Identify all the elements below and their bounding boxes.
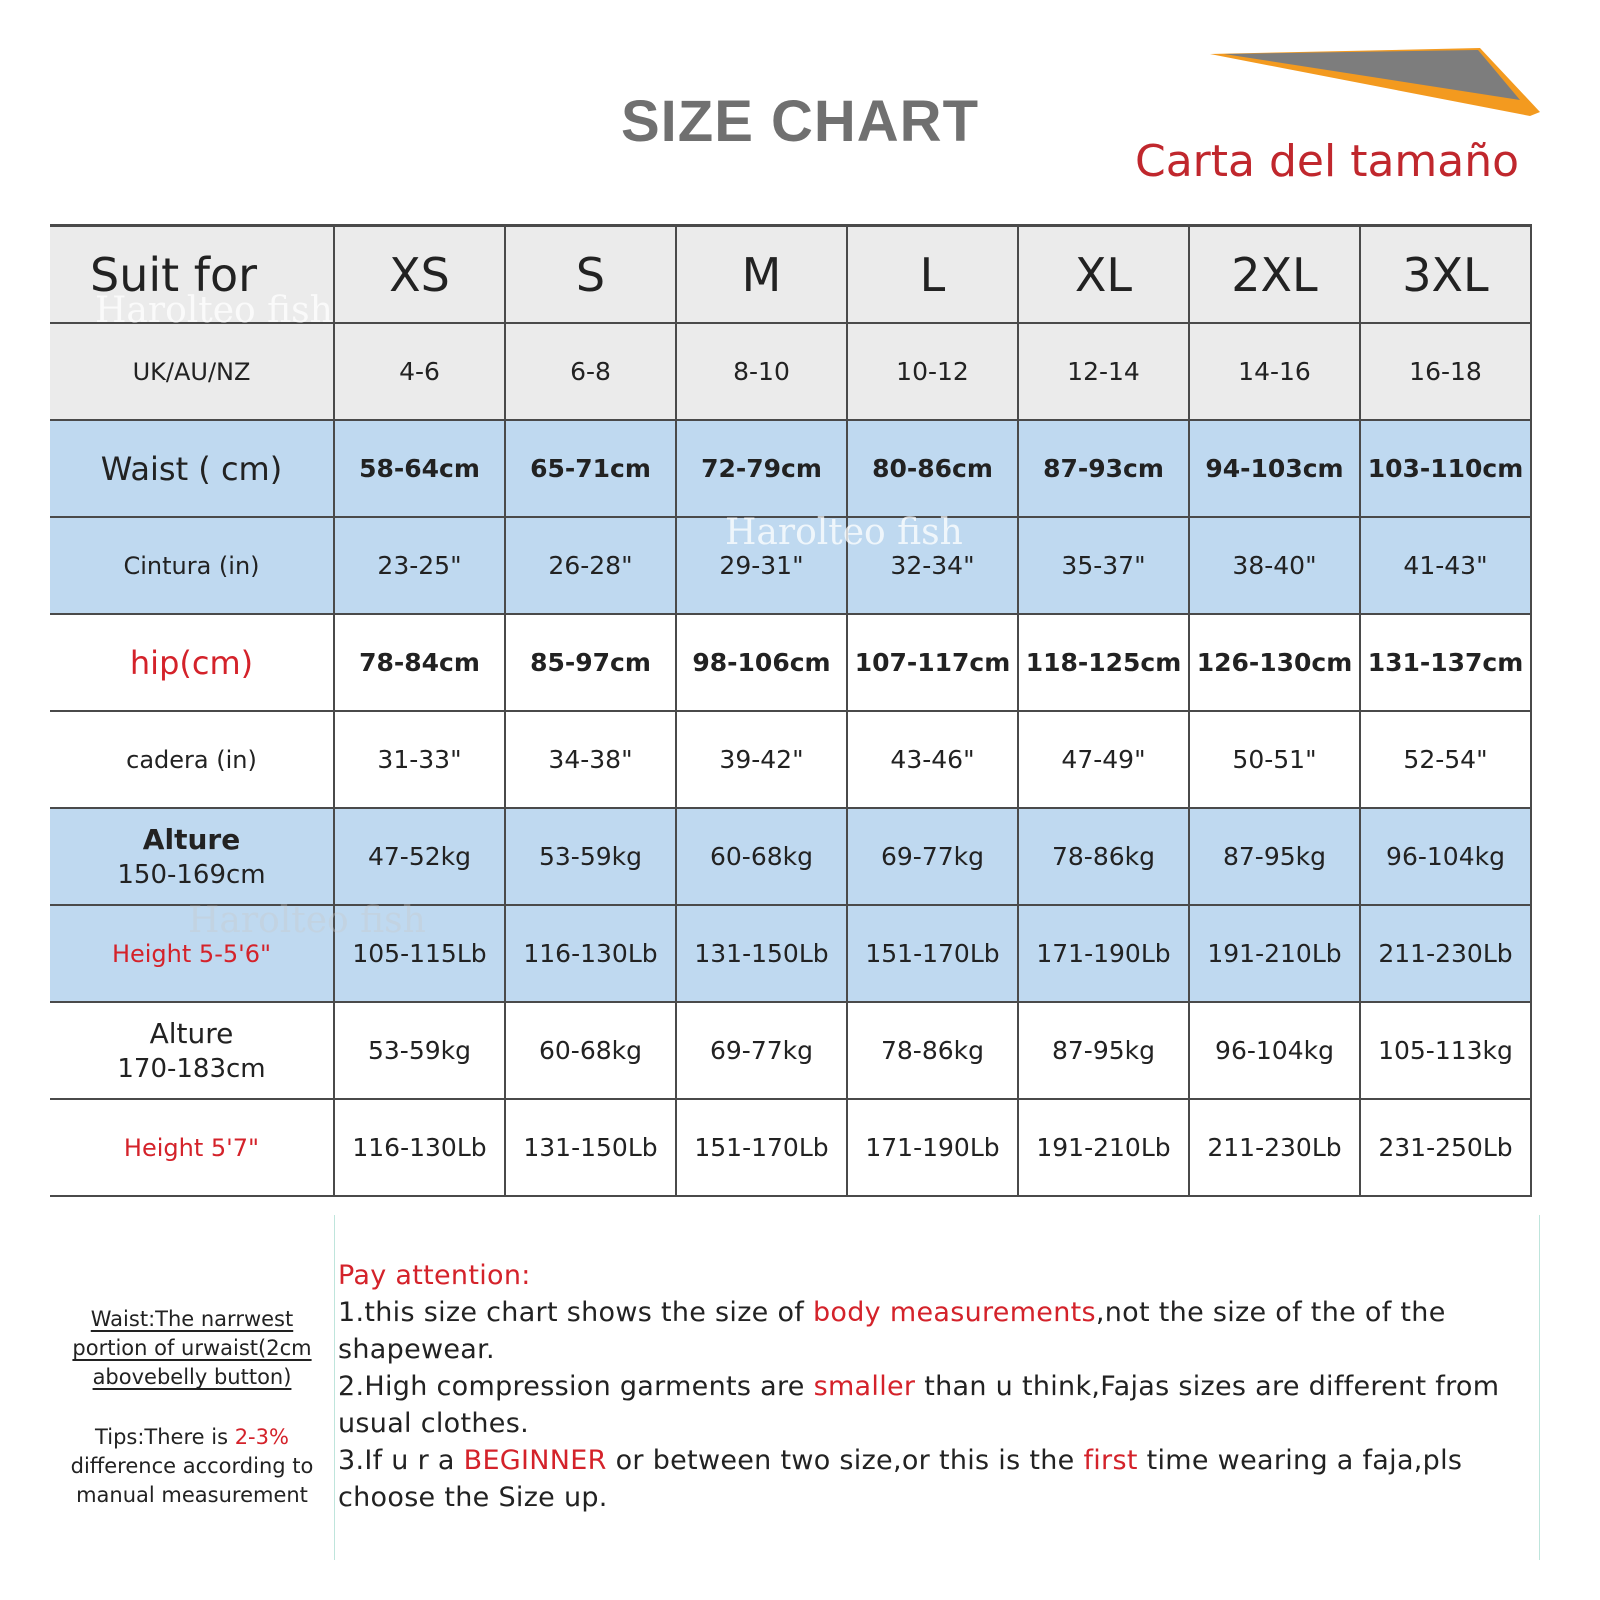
size-header: M <box>676 226 847 324</box>
attention-highlight: smaller <box>813 1371 916 1402</box>
table-cell: 87-95kg <box>1018 1002 1189 1099</box>
tips-text: manual measurement <box>76 1483 308 1507</box>
page-title: SIZE CHART <box>621 89 979 154</box>
attention-text: 2.High compression garments are <box>338 1371 814 1402</box>
attention-text: time wearing a faja,pls choose the Size up. <box>338 1445 1463 1513</box>
table-cell: 31-33" <box>334 711 505 808</box>
table-cell: 171-190Lb <box>847 1099 1018 1196</box>
table-row <box>50 420 1531 517</box>
row-label: Height 5-5'6" <box>50 905 334 1002</box>
table-cell: 10-12 <box>847 323 1018 420</box>
table-cell: 38-40" <box>1189 517 1360 614</box>
table-cell: 32-34" <box>847 517 1018 614</box>
table-cell: 107-117cm <box>847 614 1018 711</box>
size-chart-table <box>50 224 1532 1197</box>
table-cell: 47-52kg <box>334 808 505 905</box>
row-label: Cintura (in) <box>50 517 334 614</box>
table-cell: 14-16 <box>1189 323 1360 420</box>
size-header: 3XL <box>1360 226 1531 324</box>
table-cell: 191-210Lb <box>1189 905 1360 1002</box>
table-row <box>50 1002 1531 1099</box>
table-cell: 171-190Lb <box>1018 905 1189 1002</box>
attention-note <box>338 1257 1508 1516</box>
tips-text: difference according to <box>70 1454 314 1478</box>
table-row <box>50 808 1531 905</box>
table-cell: 211-230Lb <box>1189 1099 1360 1196</box>
table-cell: 191-210Lb <box>1018 1099 1189 1196</box>
table-cell: 105-113kg <box>1360 1002 1531 1099</box>
table-cell: 50-51" <box>1189 711 1360 808</box>
table-cell: 211-230Lb <box>1360 905 1531 1002</box>
table-cell: 72-79cm <box>676 420 847 517</box>
header-label: Suit for <box>50 226 334 324</box>
attention-text: or between two size,or this is the <box>606 1445 1084 1476</box>
table-cell: 78-86kg <box>1018 808 1189 905</box>
table-cell: 131-150Lb <box>505 1099 676 1196</box>
table-cell: 35-37" <box>1018 517 1189 614</box>
row-label-cell <box>50 808 334 905</box>
table-cell: 47-49" <box>1018 711 1189 808</box>
attention-highlight: body measurements <box>812 1297 1096 1328</box>
table-cell: 60-68kg <box>505 1002 676 1099</box>
table-cell: 6-8 <box>505 323 676 420</box>
table-cell: 26-28" <box>505 517 676 614</box>
attention-item-1 <box>338 1294 1508 1368</box>
table-cell: 58-64cm <box>334 420 505 517</box>
table-cell: 16-18 <box>1360 323 1531 420</box>
table-cell: 78-84cm <box>334 614 505 711</box>
watermark-text: Harolteo fish <box>95 290 333 331</box>
table-cell: 96-104kg <box>1360 808 1531 905</box>
table-cell: 126-130cm <box>1189 614 1360 711</box>
watermark-text: Harolteo fish <box>725 512 963 553</box>
table-cell: 105-115Lb <box>334 905 505 1002</box>
table-cell: 94-103cm <box>1189 420 1360 517</box>
row-label-cell <box>50 1002 334 1099</box>
table-cell: 87-93cm <box>1018 420 1189 517</box>
size-header: XL <box>1018 226 1189 324</box>
table-cell: 12-14 <box>1018 323 1189 420</box>
table-cell: 116-130Lb <box>334 1099 505 1196</box>
table-cell: 39-42" <box>676 711 847 808</box>
row-label: Alture <box>142 823 241 856</box>
table-cell: 96-104kg <box>1189 1002 1360 1099</box>
table-cell: 41-43" <box>1360 517 1531 614</box>
row-label: cadera (in) <box>50 711 334 808</box>
table-cell: 78-86kg <box>847 1002 1018 1099</box>
table-cell: 85-97cm <box>505 614 676 711</box>
attention-text: 3.If u r a <box>338 1445 464 1476</box>
page-subtitle: Carta del tamaño <box>1135 136 1520 187</box>
table-cell: 34-38" <box>505 711 676 808</box>
attention-highlight: BEGINNER <box>463 1445 607 1476</box>
size-header: S <box>505 226 676 324</box>
table-cell: 131-137cm <box>1360 614 1531 711</box>
table-cell: 65-71cm <box>505 420 676 517</box>
table-cell: 43-46" <box>847 711 1018 808</box>
table-cell: 69-77kg <box>847 808 1018 905</box>
table-cell: 53-59kg <box>334 1002 505 1099</box>
table-row <box>50 711 1531 808</box>
row-label: Height 5'7" <box>50 1099 334 1196</box>
notes-section <box>50 1215 1540 1560</box>
attention-text: ,not the size of the of the shapewear. <box>338 1297 1446 1365</box>
note-line: abovebelly button) <box>92 1365 292 1389</box>
note-line: Waist:The narrwest <box>90 1307 294 1331</box>
attention-text: 1.this size chart shows the size of <box>338 1297 813 1328</box>
table-cell: 29-31" <box>676 517 847 614</box>
table-cell: 60-68kg <box>676 808 847 905</box>
attention-item-3 <box>338 1442 1508 1516</box>
table-cell: 52-54" <box>1360 711 1531 808</box>
notes-divider <box>1539 1215 1540 1560</box>
table-row <box>50 905 1531 1002</box>
notes-divider <box>334 1215 335 1560</box>
table-row <box>50 323 1531 420</box>
tips-note <box>50 1423 334 1510</box>
table-row <box>50 517 1531 614</box>
table-row <box>50 1099 1531 1196</box>
table-cell: 103-110cm <box>1360 420 1531 517</box>
table-cell: 98-106cm <box>676 614 847 711</box>
row-label: Waist ( cm) <box>50 420 334 517</box>
table-row <box>50 614 1531 711</box>
table-cell: 231-250Lb <box>1360 1099 1531 1196</box>
table-cell: 116-130Lb <box>505 905 676 1002</box>
watermark-text: Harolteo fish <box>188 900 426 941</box>
row-label: hip(cm) <box>50 614 334 711</box>
table-cell: 80-86cm <box>847 420 1018 517</box>
table-cell: 87-95kg <box>1189 808 1360 905</box>
table-cell: 53-59kg <box>505 808 676 905</box>
row-sublabel: 150-169cm <box>117 860 266 890</box>
table-cell: 151-170Lb <box>676 1099 847 1196</box>
table-cell: 118-125cm <box>1018 614 1189 711</box>
row-label: UK/AU/NZ <box>50 323 334 420</box>
tips-text: Tips:There is <box>95 1425 235 1449</box>
attention-text: than u think,Fajas sizes are different from usual clothes. <box>338 1371 1500 1439</box>
attention-item-2 <box>338 1368 1508 1442</box>
note-line: portion of urwaist(2cm <box>72 1336 312 1360</box>
size-header: XS <box>334 226 505 324</box>
waist-definition-note <box>50 1305 334 1392</box>
table-cell: 23-25" <box>334 517 505 614</box>
table-cell: 151-170Lb <box>847 905 1018 1002</box>
size-header: L <box>847 226 1018 324</box>
attention-highlight: first <box>1083 1445 1138 1476</box>
row-sublabel: 170-183cm <box>117 1054 266 1084</box>
tips-highlight: 2-3% <box>234 1425 289 1449</box>
table-cell: 4-6 <box>334 323 505 420</box>
row-label: Alture <box>149 1017 234 1050</box>
table-cell: 69-77kg <box>676 1002 847 1099</box>
table-cell: 8-10 <box>676 323 847 420</box>
attention-heading: Pay attention: <box>338 1260 531 1291</box>
table-cell: 131-150Lb <box>676 905 847 1002</box>
header-row <box>50 226 1531 324</box>
size-header: 2XL <box>1189 226 1360 324</box>
